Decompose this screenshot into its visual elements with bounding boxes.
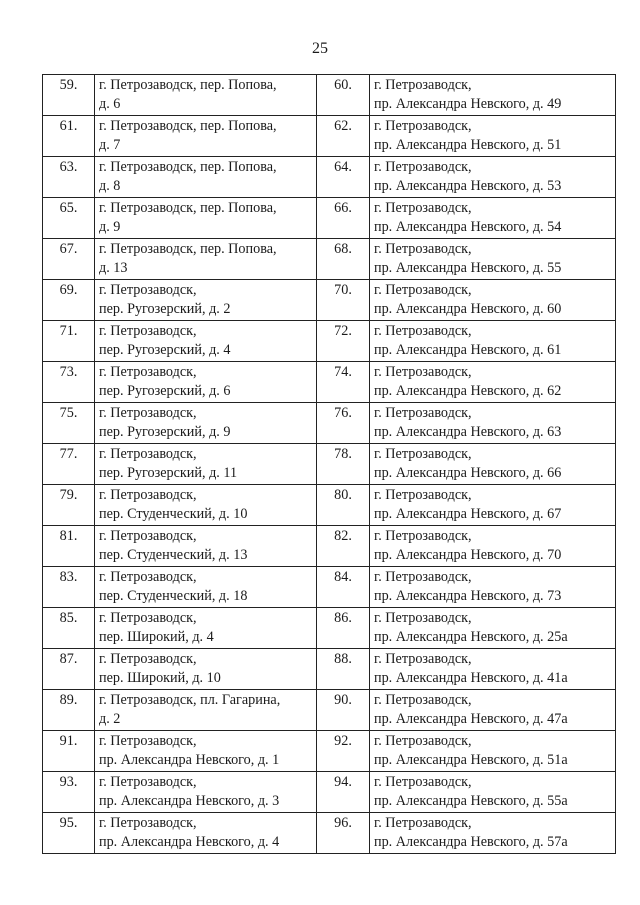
address-line-1: г. Петрозаводск, [99,774,197,790]
row-number-left: 63. [43,157,95,198]
address-table-body [43,75,616,854]
table-row [43,280,616,321]
table-row [43,444,616,485]
table-row [43,772,616,813]
table-row [43,75,616,116]
address-left [95,444,317,485]
address-line-2: пр. Александра Невского, д. 57а [374,834,568,850]
address-line-1: г. Петрозаводск, [99,282,197,298]
address-line-2: пр. Александра Невского, д. 4 [99,834,280,850]
address-line-2: д. 13 [99,260,128,276]
table-row [43,198,616,239]
address-left [95,649,317,690]
address-line-1: г. Петрозаводск, пл. Гагарина, [99,692,281,708]
address-right [370,526,616,567]
address-line-1: г. Петрозаводск, [374,118,472,134]
table-row [43,731,616,772]
address-line-1: г. Петрозаводск, [374,241,472,257]
row-number-left: 87. [43,649,95,690]
address-right [370,731,616,772]
address-right [370,239,616,280]
address-right [370,690,616,731]
address-line-1: г. Петрозаводск, [99,569,197,585]
address-left [95,526,317,567]
address-line-2: д. 2 [99,711,121,727]
address-right [370,649,616,690]
row-number-right: 62. [317,116,370,157]
row-number-left: 71. [43,321,95,362]
address-line-1: г. Петрозаводск, [374,610,472,626]
row-number-right: 76. [317,403,370,444]
address-line-2: пер. Ругозерский, д. 2 [99,301,231,317]
address-right [370,157,616,198]
address-line-2: пр. Александра Невского, д. 1 [99,752,280,768]
address-line-2: пр. Александра Невского, д. 67 [374,506,562,522]
address-line-2: пр. Александра Невского, д. 41а [374,670,568,686]
table-row [43,157,616,198]
row-number-left: 61. [43,116,95,157]
address-line-2: пр. Александра Невского, д. 61 [374,342,562,358]
address-line-1: г. Петрозаводск, [99,610,197,626]
address-line-1: г. Петрозаводск, [374,487,472,503]
row-number-right: 80. [317,485,370,526]
row-number-right: 92. [317,731,370,772]
row-number-right: 86. [317,608,370,649]
row-number-right: 68. [317,239,370,280]
address-left [95,485,317,526]
table-row [43,690,616,731]
row-number-left: 85. [43,608,95,649]
address-line-2: пер. Студенческий, д. 10 [99,506,248,522]
address-line-1: г. Петрозаводск, [374,159,472,175]
address-line-1: г. Петрозаводск, [99,528,197,544]
address-right [370,280,616,321]
page-number: 25 [312,40,328,57]
address-line-1: г. Петрозаводск, [374,528,472,544]
row-number-right: 88. [317,649,370,690]
address-right [370,198,616,239]
address-line-2: пр. Александра Невского, д. 51а [374,752,568,768]
table-row [43,608,616,649]
address-line-2: д. 8 [99,178,121,194]
address-right [370,813,616,854]
address-line-1: г. Петрозаводск, [99,487,197,503]
table-row [43,526,616,567]
address-line-1: г. Петрозаводск, [99,323,197,339]
table-row [43,485,616,526]
row-number-left: 65. [43,198,95,239]
address-line-2: пр. Александра Невского, д. 73 [374,588,562,604]
address-line-2: пр. Александра Невского, д. 60 [374,301,562,317]
row-number-left: 73. [43,362,95,403]
address-line-2: пер. Ругозерский, д. 11 [99,465,238,481]
address-right [370,116,616,157]
table-row [43,321,616,362]
row-number-right: 60. [317,75,370,116]
address-line-2: пр. Александра Невского, д. 66 [374,465,562,481]
address-line-1: г. Петрозаводск, пер. Попова, [99,159,277,175]
row-number-left: 69. [43,280,95,321]
address-left [95,690,317,731]
row-number-left: 91. [43,731,95,772]
address-line-2: пр. Александра Невского, д. 49 [374,96,562,112]
address-line-2: пр. Александра Невского, д. 70 [374,547,562,563]
table-row [43,567,616,608]
address-line-1: г. Петрозаводск, пер. Попова, [99,241,277,257]
address-line-1: г. Петрозаводск, пер. Попова, [99,118,277,134]
row-number-left: 67. [43,239,95,280]
address-left [95,198,317,239]
table-row [43,649,616,690]
address-right [370,567,616,608]
row-number-right: 78. [317,444,370,485]
address-left [95,608,317,649]
address-line-2: пер. Широкий, д. 4 [99,629,214,645]
row-number-left: 79. [43,485,95,526]
address-line-2: пер. Широкий, д. 10 [99,670,221,686]
address-line-1: г. Петрозаводск, пер. Попова, [99,77,277,93]
row-number-right: 70. [317,280,370,321]
address-line-1: г. Петрозаводск, [374,569,472,585]
address-left [95,813,317,854]
row-number-left: 89. [43,690,95,731]
address-left [95,772,317,813]
address-line-1: г. Петрозаводск, [374,446,472,462]
address-right [370,608,616,649]
address-line-2: пер. Ругозерский, д. 6 [99,383,231,399]
address-line-1: г. Петрозаводск, [374,692,472,708]
address-line-2: пр. Александра Невского, д. 63 [374,424,562,440]
row-number-left: 95. [43,813,95,854]
address-left [95,116,317,157]
address-left [95,157,317,198]
address-line-1: г. Петрозаводск, [99,405,197,421]
address-line-2: д. 7 [99,137,121,153]
address-right [370,444,616,485]
address-line-1: г. Петрозаводск, пер. Попова, [99,200,277,216]
table-row [43,362,616,403]
row-number-right: 74. [317,362,370,403]
row-number-right: 66. [317,198,370,239]
address-line-1: г. Петрозаводск, [374,200,472,216]
address-line-2: пр. Александра Невского, д. 47а [374,711,568,727]
address-line-2: пр. Александра Невского, д. 3 [99,793,280,809]
address-line-1: г. Петрозаводск, [99,364,197,380]
address-line-2: пр. Александра Невского, д. 53 [374,178,562,194]
address-line-1: г. Петрозаводск, [374,774,472,790]
address-right [370,362,616,403]
table-row [43,403,616,444]
address-line-1: г. Петрозаводск, [374,77,472,93]
table-row [43,239,616,280]
row-number-right: 64. [317,157,370,198]
row-number-right: 90. [317,690,370,731]
address-left [95,403,317,444]
address-line-1: г. Петрозаводск, [374,815,472,831]
row-number-left: 59. [43,75,95,116]
row-number-right: 72. [317,321,370,362]
address-line-2: пр. Александра Невского, д. 55а [374,793,568,809]
address-line-1: г. Петрозаводск, [374,282,472,298]
address-line-2: пр. Александра Невского, д. 54 [374,219,562,235]
row-number-left: 77. [43,444,95,485]
address-line-1: г. Петрозаводск, [374,651,472,667]
address-left [95,280,317,321]
address-left [95,731,317,772]
address-line-1: г. Петрозаводск, [374,364,472,380]
address-line-1: г. Петрозаводск, [99,733,197,749]
address-line-2: пр. Александра Невского, д. 51 [374,137,562,153]
table-row [43,116,616,157]
address-right [370,321,616,362]
address-line-2: пер. Студенческий, д. 13 [99,547,248,563]
row-number-left: 75. [43,403,95,444]
row-number-left: 83. [43,567,95,608]
address-line-2: пр. Александра Невского, д. 62 [374,383,562,399]
row-number-left: 93. [43,772,95,813]
row-number-right: 84. [317,567,370,608]
address-left [95,321,317,362]
row-number-right: 96. [317,813,370,854]
address-line-2: пр. Александра Невского, д. 55 [374,260,562,276]
address-left [95,75,317,116]
address-line-2: пер. Ругозерский, д. 4 [99,342,231,358]
address-line-1: г. Петрозаводск, [99,446,197,462]
address-table [42,74,616,854]
address-line-1: г. Петрозаводск, [99,651,197,667]
address-line-1: г. Петрозаводск, [374,405,472,421]
table-row [43,813,616,854]
address-left [95,239,317,280]
address-line-2: пр. Александра Невского, д. 25а [374,629,568,645]
address-line-1: г. Петрозаводск, [374,733,472,749]
address-line-2: пер. Ругозерский, д. 9 [99,424,231,440]
address-line-1: г. Петрозаводск, [374,323,472,339]
address-line-1: г. Петрозаводск, [99,815,197,831]
address-right [370,403,616,444]
address-line-2: пер. Студенческий, д. 18 [99,588,248,604]
address-left [95,567,317,608]
address-line-2: д. 6 [99,96,121,112]
address-right [370,75,616,116]
address-line-2: д. 9 [99,219,121,235]
address-right [370,485,616,526]
address-right [370,772,616,813]
address-left [95,362,317,403]
row-number-left: 81. [43,526,95,567]
row-number-right: 94. [317,772,370,813]
row-number-right: 82. [317,526,370,567]
